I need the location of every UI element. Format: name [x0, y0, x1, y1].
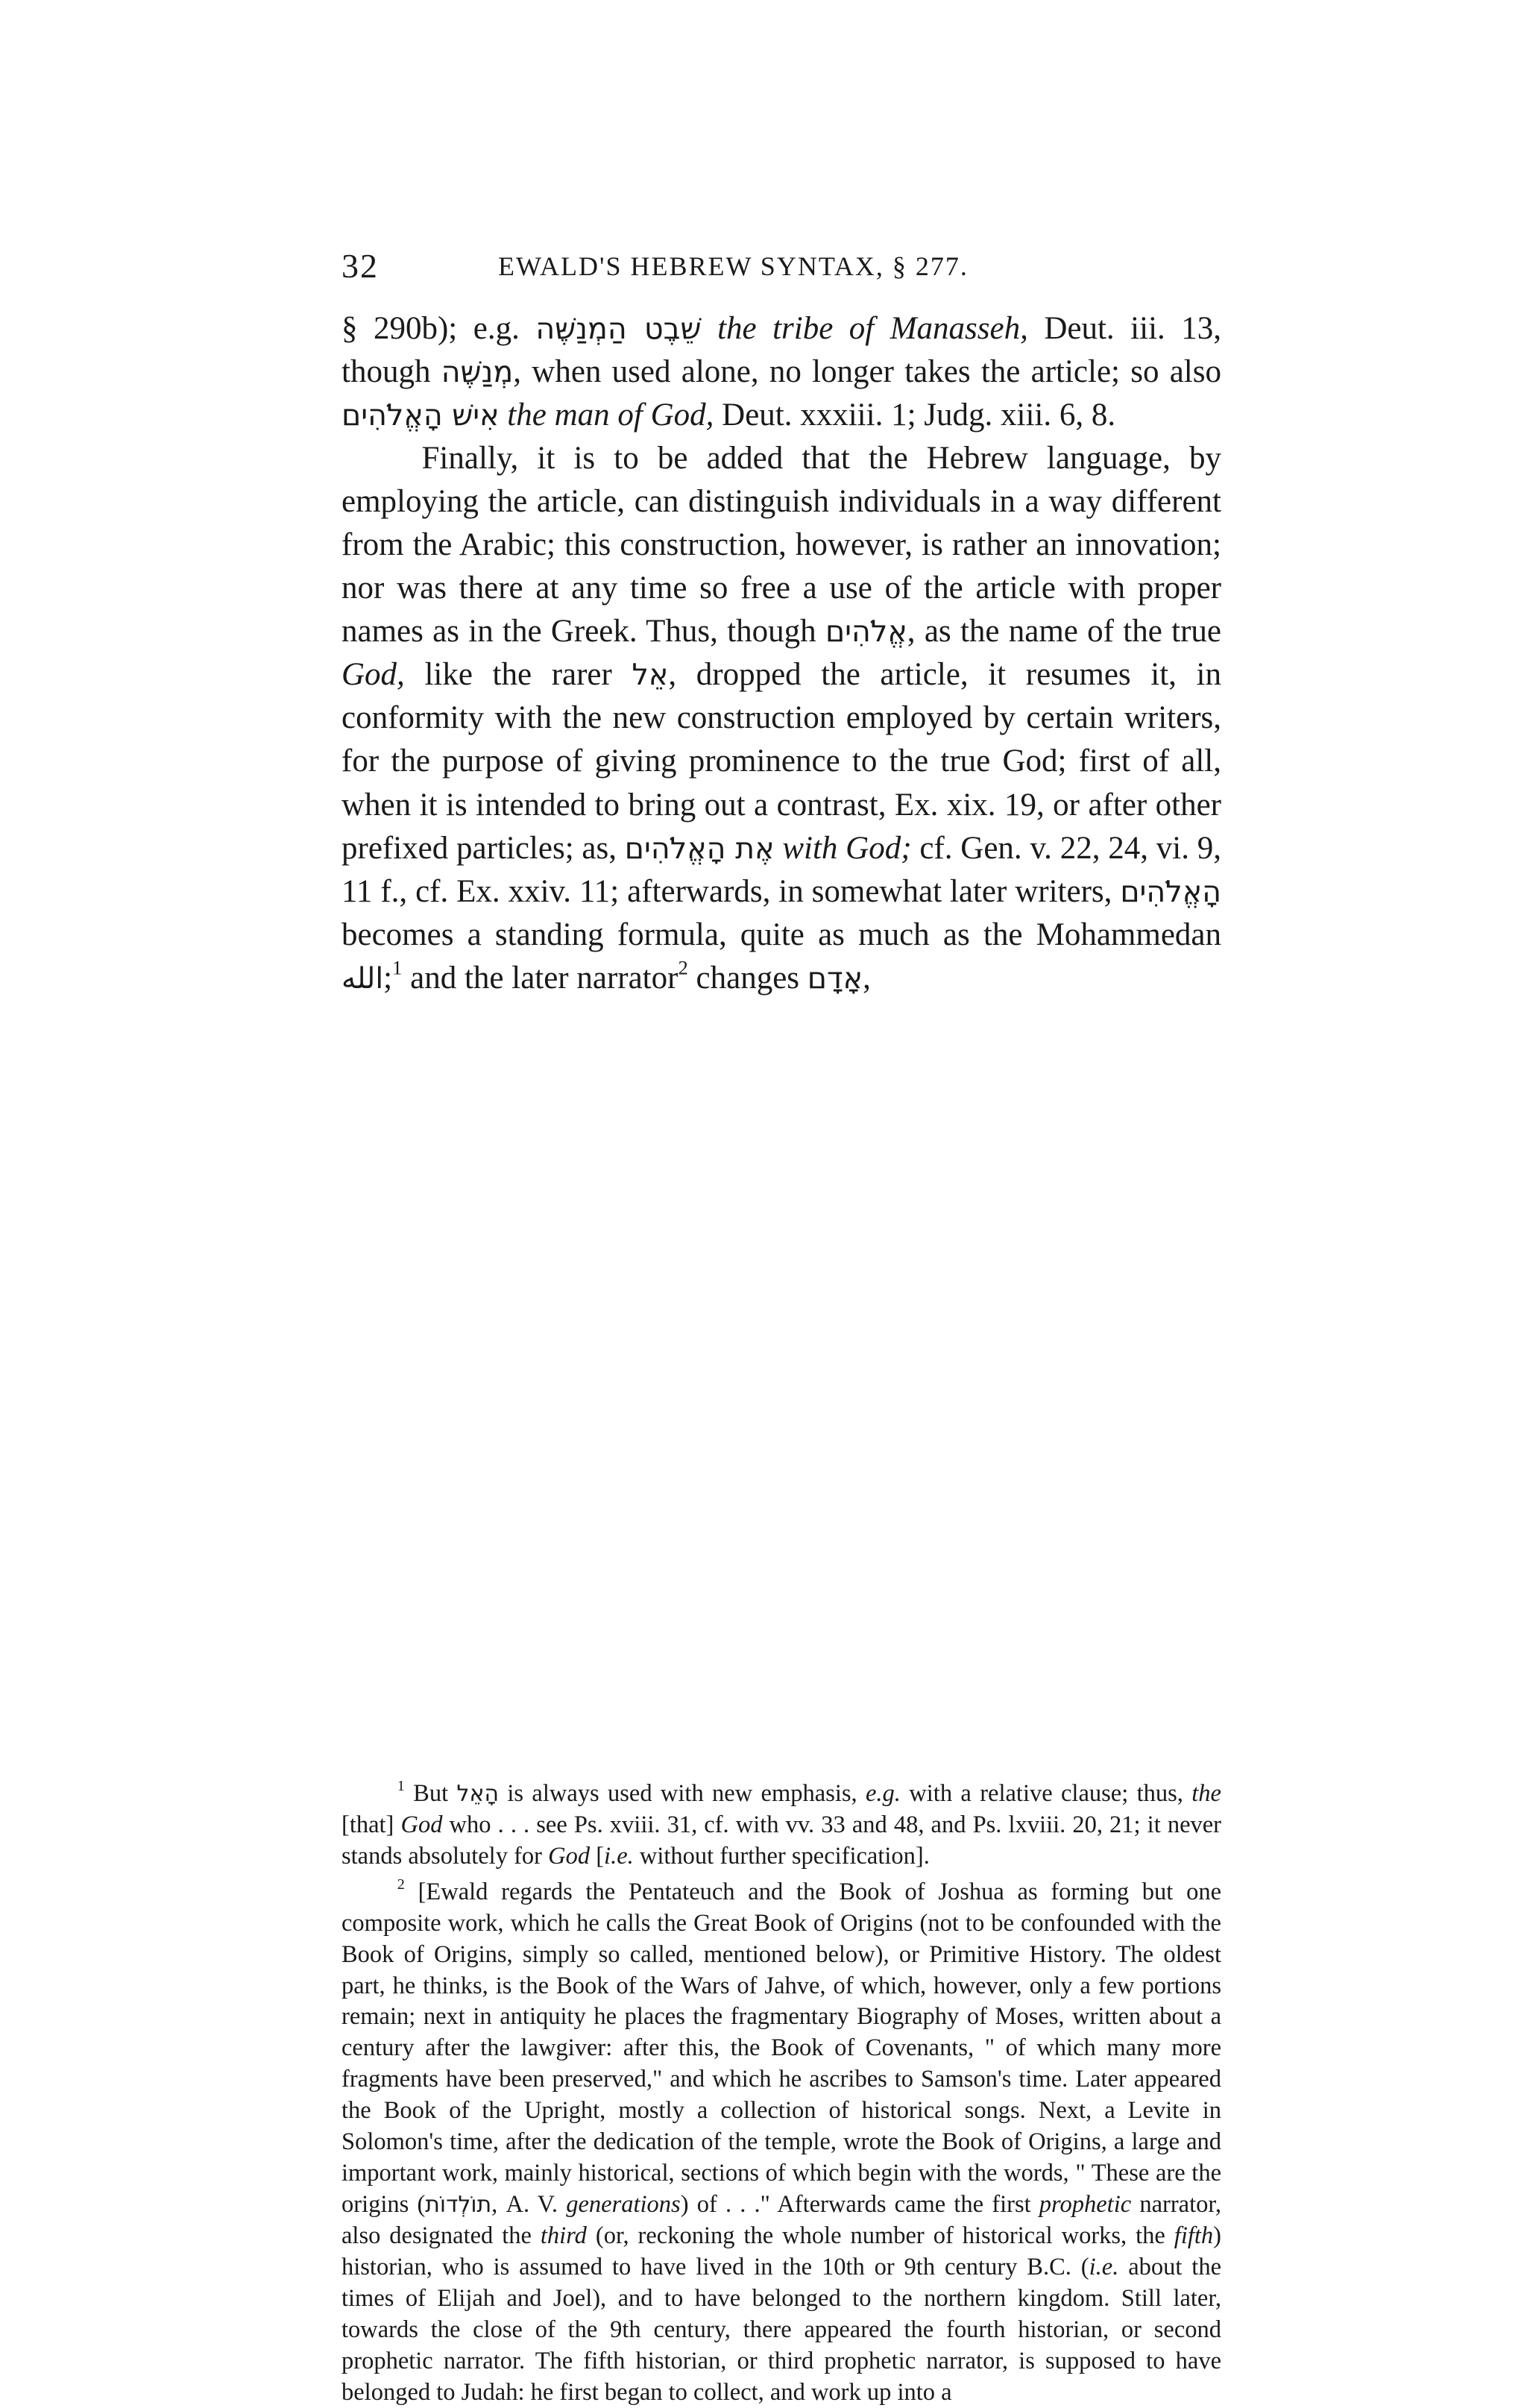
text-run: narrator, also designated the [341, 2190, 1221, 2249]
text-run: who . . . see Ps. xviii. 31, cf. with vv. 33 and 48, and Ps. lxviii. 20, 21; it never stands absolutely for [341, 1811, 1221, 1870]
text-run: , when used alone, no longer takes the article; so also [513, 354, 1221, 390]
text-run: ) historian, who is assumed to have lived in the 10th or 9th century B.C. ( [341, 2222, 1221, 2280]
text-run: [Ewald regards the Pentateuch and the Book of Joshua as forming but one composite work, which he calls the Great Book of Origins (not to be confounded with the Book of Origins, simply so called, mentioned below), or Primitive History. The oldest part, he thinks, is the Book of the Wars of Jahve, of which, however, only a few portions remain; next in antiquity he places the fragmentary Biography of Moses, written about a century after the lawgiver: after this, the Book of Covenants, " of which many more fragments have been preserved," and which he ascribes to Samson's time. Later appeared the Book of the Upright, mostly a collection of historical songs. Next, a Levite in Solomon's time, after the dedication of the temple, wrote the Book of Origins, a large and important work, mainly historical, sections of which begin with the words, " These are the origins ( [341, 1878, 1221, 2218]
footnote-mark: 2 [397, 1876, 405, 1893]
text-run: like the rarer [404, 657, 632, 693]
italic-word: the [1191, 1780, 1221, 1807]
text-run: , as the name of the true [907, 614, 1221, 650]
text-run: , A. V. [491, 2190, 567, 2218]
text-run: without further specification]. [633, 1842, 930, 1870]
arabic-word: الله [341, 961, 384, 996]
text-run: with a relative clause; thus, [900, 1780, 1192, 1807]
hebrew-phrase: אִישׁ הָאֱלֹהִים [341, 398, 500, 433]
footnotes [341, 1779, 1221, 2408]
text-run: § 290b); e.g. [341, 311, 536, 346]
text-run: , dropped the article, it resumes it, in conformity with the new construction employed by certain writers, for the purpose of giving prominence to the true God; first of all, when it is intended to bring out a contrast, Ex. xix. 19, or after other prefixed particles; as, [341, 657, 1221, 866]
italic-word: prophetic [1039, 2190, 1132, 2218]
hebrew-phrase: שֵׁבֶט הַמְנַשֶּׁה [535, 312, 702, 346]
italic-word: fifth [1174, 2222, 1214, 2249]
footnote-ref-2[interactable]: 2 [678, 956, 688, 979]
text-run: [ [590, 1842, 605, 1870]
italic-gloss: with God; [782, 830, 912, 866]
text-run: But [404, 1780, 457, 1807]
footnote-mark: 1 [397, 1777, 405, 1794]
italic-word: third [540, 2222, 587, 2249]
text-run: Deut. iii. 13, though [341, 311, 1222, 390]
italic-word: e.g. [866, 1780, 901, 1807]
text-run: , [863, 960, 871, 996]
italic-gloss: the tribe of Manasseh, [717, 311, 1028, 346]
text-run: becomes a standing formula, quite as much as the Mohammedan [341, 917, 1221, 952]
hebrew-word: תוֹלְדוֹת [425, 2191, 492, 2218]
footnote-1 [341, 1779, 1221, 1873]
running-head [341, 246, 1221, 291]
footnote-2 [341, 1877, 1221, 2408]
text-run: Deut. xxxiii. 1; Judg. xiii. 6, 8. [714, 397, 1116, 433]
text-run: (or, reckoning the whole number of historical works, the [586, 2222, 1174, 2249]
text-run: changes [687, 960, 807, 996]
hebrew-word: הָאֱלֹהִים [1120, 874, 1221, 909]
text-run: cf. Gen. v. 22, 24, vi. 9, 11 f., cf. Ex. xxiv. 11; afterwards, in somewhat later writers, [341, 830, 1222, 909]
running-title: EWALD'S HEBREW SYNTAX, § 277. [498, 251, 969, 281]
hebrew-phrase: אֶת הָאֱלֹהִים [624, 831, 775, 866]
italic-word: i.e. [604, 1842, 634, 1870]
italic-word: God, [341, 657, 405, 693]
paragraph-continuation [341, 307, 1221, 437]
text-run [702, 311, 718, 346]
text-run: ; [383, 960, 393, 996]
italic-word: God [400, 1811, 443, 1838]
hebrew-word: אֵל [632, 658, 669, 693]
text-run: Finally, it is to be added that the Hebrew language, by employing the article, can distinguish individuals in a way different from the Arabic; this construction, however, is rather an innovation; nor was there at any time so free a use of the article with proper names as in the Greek. Thus, though [341, 441, 1221, 650]
text-run: about the times of Elijah and Joel), and to have belonged to the northern kingdom. Still later, towards the close of the 9th century, there appeared the fourth historian, or second prophetic narrator. The fifth historian, or third prophetic narrator, is supposed to have belonged to Judah: he first began to collect, and work up into a [341, 2253, 1221, 2406]
paragraph-finally [341, 437, 1221, 1000]
italic-word: generations [566, 2190, 681, 2218]
text-run: [that] [341, 1811, 401, 1838]
text-run: ) of . . ." Afterwards came the first [680, 2190, 1039, 2218]
hebrew-word: אֱלֹהִים [825, 614, 907, 650]
text-run: and the later narrator [402, 960, 679, 996]
page-number: 32 [341, 247, 379, 285]
text-run: is always used with new emphasis, [499, 1780, 866, 1807]
text-run [775, 831, 783, 866]
footnote-ref-1[interactable]: 1 [392, 956, 403, 979]
italic-gloss: the man of God, [507, 397, 714, 433]
italic-word: God [548, 1842, 591, 1870]
italic-word: i.e. [1089, 2253, 1119, 2280]
hebrew-word: הָאֵל [456, 1781, 499, 1807]
text-run [500, 397, 508, 433]
hebrew-word: אָדָם [807, 961, 863, 996]
main-text [341, 307, 1221, 1000]
hebrew-word: מְנַשֶּׁה [441, 355, 514, 390]
